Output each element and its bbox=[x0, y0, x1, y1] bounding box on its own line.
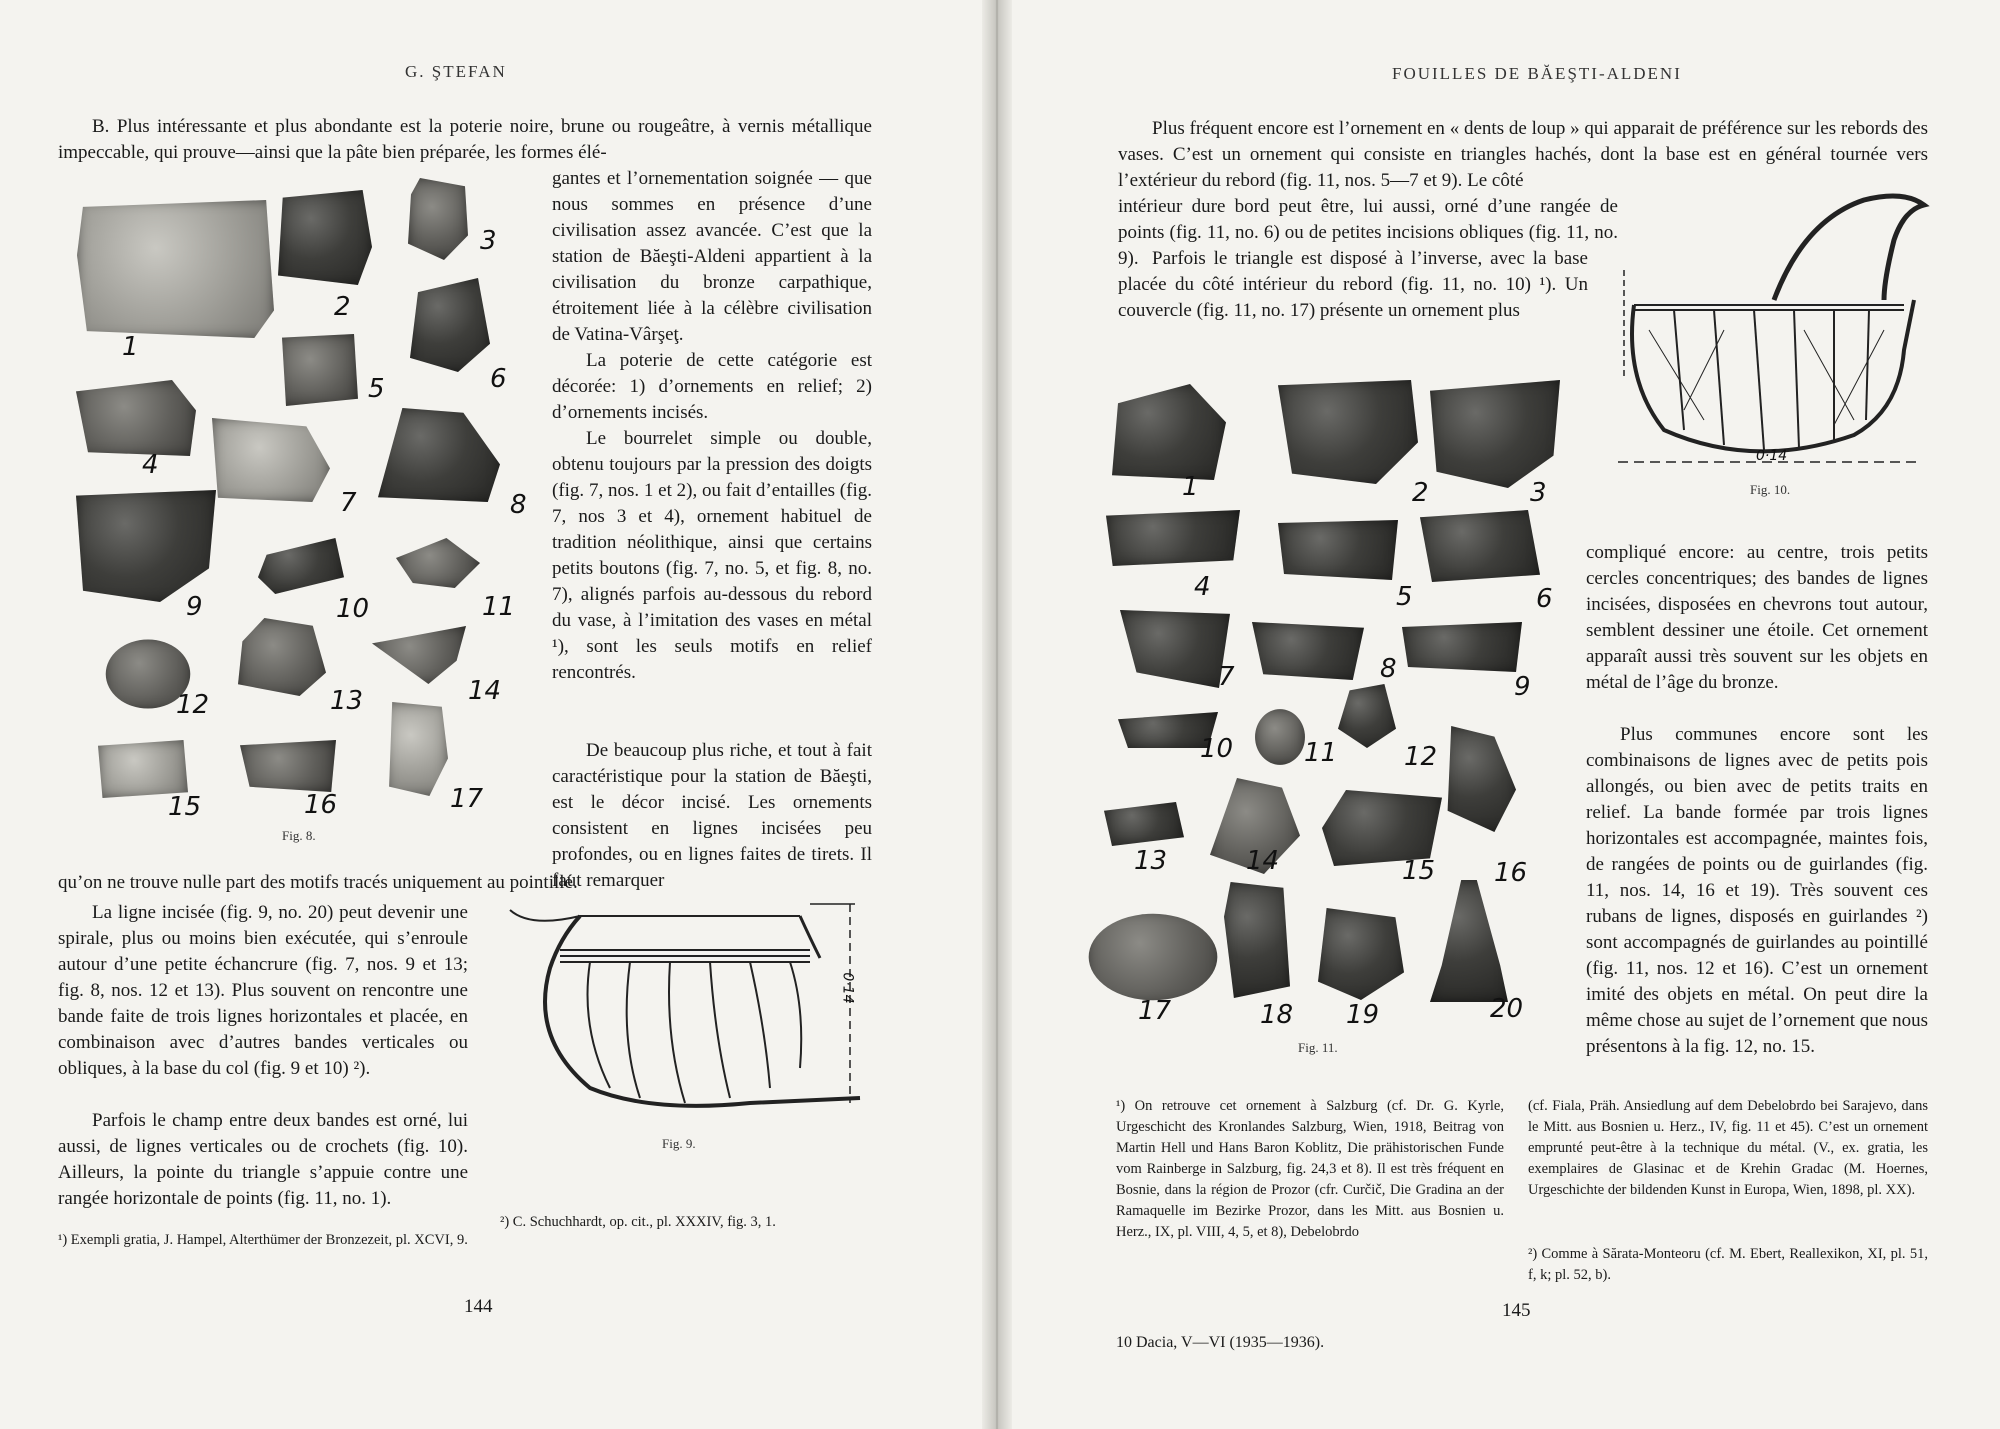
fig8-sherd-8 bbox=[378, 408, 500, 502]
fig8-number-16: 16 bbox=[304, 790, 338, 820]
right-page-header: FOUILLES DE BĂEŞTI-ALDENI bbox=[1392, 64, 1682, 83]
right-paragraph-1: Plus fréquent encore est l’ornement en « dents de loup » qui apparait de préférence sur les rebords des vases. C’est un ornement qui consiste en triangles hachés, dont la base est en général tournée vers l’extérieur du rebord (fig. 11, nos. 5—7 et 9). Le côté bbox=[1118, 118, 1928, 191]
fig8-number-1: 1 bbox=[122, 332, 139, 362]
fig8-sherd-14 bbox=[372, 626, 466, 684]
fig11-sherd-13 bbox=[1104, 802, 1184, 846]
fig10-caption: Fig. 10. bbox=[1750, 482, 1791, 497]
right-footnote-1: ¹) On retrouve cet ornement à Salzburg (cf. Dr. G. Kyrle, Urgeschicht des Kronlandes Salzburg, Wien, 1918, Beitrag von Martin Hell und Hans Baron Koblitz, Die prähistorischen Funde vom Rainberge in Salzburg, fig. 24,3 et 8). Il est très fréquent en Bosnie, dans la région de Prozor (cfr. Curčič, Die Gradina an der Ramaquelle im Bezirke Prozor, dans les Mitt. aus Bosnien u. Herz., IX, pl. VIII, 4, 5, et 8), Debelobrdo bbox=[1116, 1098, 1504, 1240]
fig8-sherd-10 bbox=[258, 538, 344, 594]
fig8-sherd-3 bbox=[408, 178, 468, 260]
fig8-sherd-5 bbox=[278, 334, 358, 406]
left-column-intro: gantes et l’ornementation soignée — que nous sommes en présence d’une civilisation assez avancée. C’est que la station de Băeşti-Aldeni appartient à la civilisation du bronze carpathique, étroitement liée à la célèbre civilisation de Vatina-Vârşeţ. bbox=[552, 168, 872, 345]
fig8-number-7: 7 bbox=[340, 488, 357, 518]
fig11-sherd-19 bbox=[1318, 908, 1404, 1000]
fig11-sherd-1 bbox=[1106, 384, 1226, 480]
fig11-sherd-9 bbox=[1402, 622, 1522, 672]
fig11-number-10: 10 bbox=[1200, 734, 1234, 764]
fig8-number-14: 14 bbox=[468, 676, 502, 706]
fig8-sherd-15 bbox=[98, 740, 188, 798]
fig11-number-15: 15 bbox=[1402, 856, 1436, 886]
fig11-sherd-12b bbox=[1444, 726, 1516, 832]
fig11-number-2: 2 bbox=[1412, 478, 1429, 508]
fig11-sherd-12 bbox=[1338, 684, 1396, 748]
fig8-sherd-13 bbox=[238, 618, 326, 696]
fig10-dimension-label: 0·14 bbox=[1756, 448, 1788, 464]
fig11-number-20: 20 bbox=[1490, 994, 1524, 1024]
fig11-sherd-17 bbox=[1086, 910, 1220, 1004]
fig8-sherd-4 bbox=[76, 380, 196, 456]
fig11-number-14: 14 bbox=[1246, 846, 1280, 876]
fig8-number-12: 12 bbox=[176, 690, 210, 720]
fig8-sherd-11 bbox=[396, 538, 480, 588]
book-gutter bbox=[982, 0, 1012, 1429]
fig10-vessel-drawing bbox=[1604, 180, 1930, 480]
fig8-number-8: 8 bbox=[510, 490, 527, 520]
fig11-sherd-6 bbox=[1420, 510, 1540, 582]
fig11-number-19: 19 bbox=[1346, 1000, 1380, 1030]
fig8-number-5: 5 bbox=[368, 374, 385, 404]
fig8-number-10: 10 bbox=[336, 594, 370, 624]
fig11-number-16: 16 bbox=[1494, 858, 1528, 888]
left-paragraph-5: La ligne incisée (fig. 9, no. 20) peut devenir une spirale, plus ou moins bien exécutée, qui s’enroule autour d’une petite échancrure (fig. 7, nos. 9 et 13; fig. 8, nos. 12 et 13). Plus souvent on rencontre une bande faite de trois lignes horizontales et placée, en combinaison avec d’autres bandes verticales ou obliques, à la base du col (fig. 9 et 10) ²). bbox=[58, 902, 468, 1079]
fig11-number-8: 8 bbox=[1380, 654, 1397, 684]
fig11-number-9: 9 bbox=[1514, 672, 1531, 702]
fig11-number-17: 17 bbox=[1138, 996, 1172, 1026]
fig8-sherd-7 bbox=[212, 418, 330, 502]
fig11-sherd-15 bbox=[1322, 790, 1442, 866]
fig9-vessel-drawing bbox=[500, 898, 872, 1128]
left-column-paragraph-4: De beaucoup plus riche, et tout à fait caractéristique pour la station de Băeşti, est le décor incisé. Les ornements consistent en lignes incisées peu profondes, ou en lignes faites de tirets. Il faut remarquer bbox=[552, 740, 872, 891]
fig8-sherd-1 bbox=[77, 200, 274, 338]
fig11-sherd-11 bbox=[1254, 708, 1306, 766]
left-column-paragraph-3: Le bourrelet simple ou double, obtenu toujours par la pression des doigts (fig. 7, nos. 1 et 2), ou fait d’entailles (fig. 7, nos 3 et 4), ornement habituel de tradition néolithique, ainsi que certains petits boutons (fig. 7, no. 5, et fig. 8, no. 7), alignés parfois au-dessous du rebord du vase, à l’imitation des vases en métal ¹), sont les seuls motifs en relief rencontrés. bbox=[552, 428, 872, 683]
left-page-number: 144 bbox=[464, 1296, 493, 1317]
fig8-sherd-9 bbox=[76, 490, 216, 602]
fig11-number-6: 6 bbox=[1536, 584, 1553, 614]
fig8-number-11: 11 bbox=[482, 592, 516, 622]
fig8-number-3: 3 bbox=[480, 226, 497, 256]
right-footnote-2: ²) Comme à Sărata-Monteoru (cf. M. Ebert, Reallexikon, XI, pl. 51, f, k; pl. 52, b). bbox=[1528, 1246, 1928, 1283]
fig8-number-6: 6 bbox=[490, 364, 507, 394]
fig8-sherd-16 bbox=[240, 740, 336, 792]
right-paragraph-2: Parfois le triangle est disposé à l’inverse, avec la base placée du côté intérieur du rebord (fig. 11, no. 10) ¹). Un couvercle (fig. 11, no. 17) présente un ornement plus bbox=[1118, 248, 1588, 321]
fig8-sherd-6 bbox=[410, 278, 490, 372]
fig11-sherd-8 bbox=[1252, 622, 1364, 680]
fig8-number-17: 17 bbox=[450, 784, 484, 814]
fig11-number-5: 5 bbox=[1396, 582, 1413, 612]
fig8-caption: Fig. 8. bbox=[282, 828, 316, 843]
fig11-sherd-7 bbox=[1120, 610, 1230, 688]
fig11-sherd-20 bbox=[1430, 880, 1508, 1002]
right-paragraph-3: compliqué encore: au centre, trois petits cercles concentriques; des bandes de lignes incisées, disposées en chevrons tout autour, semblent dessiner une étoile. Cet ornement apparaît aussi très souvent sur les objets en métal de l’âge du bronze. bbox=[1586, 542, 1928, 693]
fig11-number-11: 11 bbox=[1304, 738, 1338, 768]
left-full-line: qu’on ne trouve nulle part des motifs tracés uniquement au pointillé. bbox=[58, 872, 578, 893]
fig11-number-4: 4 bbox=[1194, 572, 1211, 602]
fig11-sherd-2 bbox=[1278, 380, 1418, 484]
fig11-sherd-4 bbox=[1106, 510, 1240, 566]
fig11-sherd-3 bbox=[1430, 380, 1560, 488]
fig8-sherd-2 bbox=[278, 190, 372, 285]
left-footnote-1: ¹) Exempli gratia, J. Hampel, Alterthümer der Bronzezeit, pl. XCVI, 9. bbox=[58, 1232, 468, 1248]
fig9-dimension-label: 0·14 bbox=[839, 972, 856, 1004]
left-column-paragraph-2: La poterie de cette catégorie est décorée: 1) d’ornements en relief; 2) d’ornements incisés. bbox=[552, 350, 872, 423]
fig11-number-12: 12 bbox=[1404, 742, 1438, 772]
fig8-number-2: 2 bbox=[334, 292, 351, 322]
fig8-sherd-17 bbox=[386, 702, 448, 796]
fig11-number-13: 13 bbox=[1134, 846, 1168, 876]
left-footnote-2: ²) C. Schuchhardt, op. cit., pl. XXXIV, fig. 3, 1. bbox=[500, 1214, 776, 1230]
fig11-sherd-18 bbox=[1224, 882, 1290, 998]
right-paragraph-1-cont: intérieur dure bord peut être, lui aussi, orné d’une rangée de points (fig. 11, no. 6) ou de petites incisions obliques (fig. 11, no. 9). bbox=[1118, 196, 1618, 269]
right-footnote-1-cont: (cf. Fiala, Präh. Ansiedlung auf dem Debelobrdo bei Sarajevo, dans le Mitt. aus Bosnien u. Herz., IV, fig. 11 et 45). C’est un ornement emprunté peut-être à la technique du métal. (V., ex. gratia, les exemplaires de Glasinac et de Krehin Gradac (M. Hoernes, Urgeschichte der bildenden Kunst in Europa, Wien, 1898, pl. XX). bbox=[1528, 1098, 1928, 1198]
fig11-number-18: 18 bbox=[1260, 1000, 1294, 1030]
fig11-caption: Fig. 11. bbox=[1298, 1040, 1338, 1055]
fig8-number-9: 9 bbox=[186, 592, 203, 622]
fig11-number-7: 7 bbox=[1218, 662, 1235, 692]
fig9-caption: Fig. 9. bbox=[662, 1136, 696, 1151]
left-intro-paragraph: B. Plus intéressante et plus abondante est la poterie noire, brune ou rougeâtre, à vernis métallique impeccable, qui prouve—ainsi que la pâte bien préparée, les formes élé- bbox=[58, 116, 872, 163]
fig8-number-4: 4 bbox=[142, 450, 159, 480]
fig11-number-1: 1 bbox=[1182, 472, 1199, 502]
fig11-sherd-5 bbox=[1278, 520, 1398, 580]
left-page-header: G. ŞTEFAN bbox=[405, 62, 507, 81]
left-paragraph-6: Parfois le champ entre deux bandes est orné, lui aussi, de lignes verticales ou de crochets (fig. 10). Ailleurs, la pointe du triangle s’appuie contre une rangée horizontale de points (fig. 11, no. 1). bbox=[58, 1110, 468, 1209]
fig11-number-3: 3 bbox=[1530, 478, 1547, 508]
right-paragraph-4: Plus communes encore sont les combinaisons de lignes avec de petits pois allongés, ou bien avec de petits traits en relief. La bande formée par trois lignes horizontales est accompagnée, maintes fois, de rangées de points ou de guirlandes (fig. 11, nos. 14, 16 et 19). Très souvent ces rubans de lignes, disposés en guirlandes ²) sont accompagnés de guirlandes au pointillé (fig. 11, nos. 12 et 16). C’est un ornement imité des objets en métal. On peut dire la même chose au sujet de l’ornement que nous présentons à la fig. 12, no. 15. bbox=[1586, 724, 1928, 1057]
fig8-number-13: 13 bbox=[330, 686, 364, 716]
right-page-number: 145 bbox=[1502, 1300, 1531, 1321]
fig8-number-15: 15 bbox=[168, 792, 202, 822]
publication-line: 10 Dacia, V—VI (1935—1936). bbox=[1116, 1334, 1325, 1351]
